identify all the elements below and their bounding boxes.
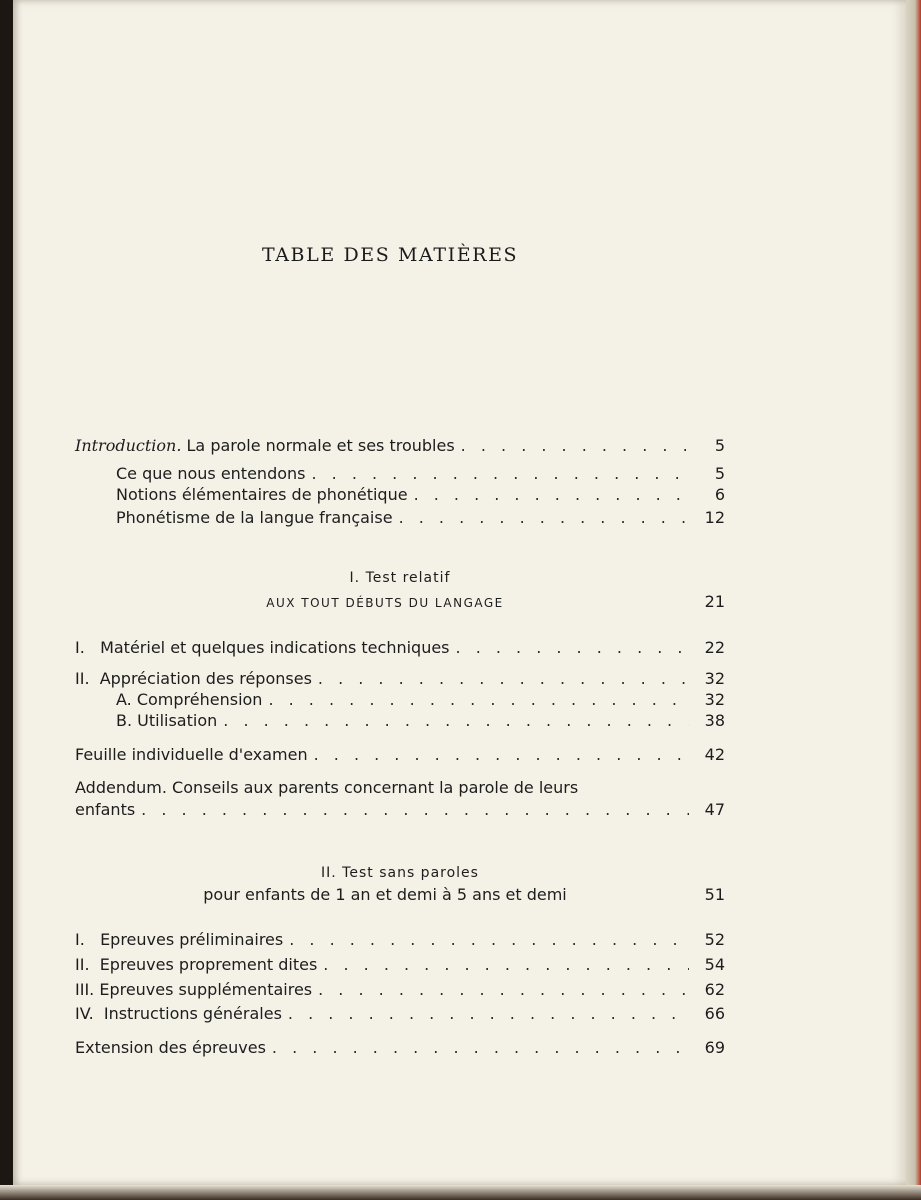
toc-label: enfants bbox=[75, 800, 136, 819]
toc-label: II. Epreuves proprement dites bbox=[75, 955, 318, 974]
toc-label: I. Epreuves préliminaires bbox=[75, 930, 284, 949]
toc-label: II. Appréciation des réponses bbox=[75, 669, 312, 688]
toc-label: Ce que nous entendons bbox=[116, 464, 306, 483]
page-number: 42 bbox=[704, 745, 725, 764]
toc-label: I. Matériel et quelques indications techniques bbox=[75, 638, 450, 657]
leader-dots bbox=[268, 690, 689, 709]
toc-entry[interactable] bbox=[116, 464, 725, 483]
toc-entry[interactable] bbox=[75, 1038, 725, 1057]
page-edge-right bbox=[906, 0, 921, 1200]
show-through bbox=[110, 62, 720, 363]
leader-dots bbox=[314, 745, 689, 764]
leader-dots bbox=[272, 1038, 689, 1057]
page-number: 5 bbox=[714, 464, 725, 483]
toc-entry[interactable] bbox=[75, 638, 725, 657]
leader-dots bbox=[311, 464, 689, 483]
page-number: 52 bbox=[704, 930, 725, 949]
toc-entry[interactable] bbox=[75, 1004, 725, 1023]
page-title: TABLE DES MATIÈRES bbox=[262, 244, 519, 266]
toc-entry[interactable] bbox=[75, 930, 725, 949]
page-number: 12 bbox=[704, 508, 725, 527]
toc-label: IV. Instructions générales bbox=[75, 1004, 282, 1023]
leader-dots bbox=[456, 638, 689, 657]
leader-dots bbox=[289, 930, 689, 949]
page-number: 21 bbox=[704, 592, 725, 611]
page-edge-bottom bbox=[0, 1185, 921, 1200]
leader-dots bbox=[141, 800, 689, 819]
page-number: 62 bbox=[704, 980, 725, 999]
leader-dots bbox=[223, 711, 689, 730]
toc-label: B. Utilisation bbox=[116, 711, 218, 730]
page-number: 6 bbox=[714, 485, 725, 504]
toc-entry[interactable] bbox=[116, 711, 725, 730]
page-number: 51 bbox=[704, 885, 725, 904]
section-subtitle-part2[interactable]: pour enfants de 1 an et demi à 5 ans et demi 51 bbox=[203, 885, 725, 904]
toc-entry[interactable] bbox=[116, 485, 725, 504]
leader-dots bbox=[318, 669, 689, 688]
page-number: 54 bbox=[704, 955, 725, 974]
toc-label: Feuille individuelle d'examen bbox=[75, 745, 308, 764]
toc-label: Introduction. La parole normale et ses troubles bbox=[75, 436, 455, 455]
section-subtitle-part1[interactable]: AUX TOUT DÉBUTS DU LANGAGE 21 bbox=[266, 592, 725, 611]
toc-label: Phonétisme de la langue française bbox=[116, 508, 393, 527]
leader-dots bbox=[414, 485, 689, 504]
leader-dots bbox=[461, 436, 689, 455]
leader-dots bbox=[288, 1004, 689, 1023]
section-title-part1: I. Test relatif bbox=[349, 570, 451, 586]
toc-entry[interactable] bbox=[116, 690, 725, 709]
toc-entry-addendum[interactable] bbox=[75, 778, 725, 797]
toc-label: Addendum. Conseils aux parents concernant la parole de leurs bbox=[75, 778, 579, 797]
leader-dots bbox=[399, 508, 689, 527]
toc-label: III. Epreuves supplémentaires bbox=[75, 980, 313, 999]
page-number: 22 bbox=[704, 638, 725, 657]
section-title-part2: II. Test sans paroles bbox=[321, 865, 479, 881]
leader-dots bbox=[323, 955, 689, 974]
toc-entry-introduction[interactable] bbox=[75, 436, 725, 455]
toc-entry[interactable] bbox=[75, 669, 725, 688]
toc-entry[interactable] bbox=[75, 980, 725, 999]
page-number: 38 bbox=[704, 711, 725, 730]
toc-label: Extension des épreuves bbox=[75, 1038, 266, 1057]
page-number: 32 bbox=[704, 690, 725, 709]
page-number: 66 bbox=[704, 1004, 725, 1023]
toc-entry[interactable] bbox=[75, 745, 725, 764]
toc-entry[interactable] bbox=[75, 955, 725, 974]
page-number: 69 bbox=[704, 1038, 725, 1057]
toc-label: A. Compréhension bbox=[116, 690, 263, 709]
page-number: 5 bbox=[714, 436, 725, 455]
toc-entry[interactable] bbox=[116, 508, 725, 527]
page-number: 32 bbox=[704, 669, 725, 688]
toc-label: Notions élémentaires de phonétique bbox=[116, 485, 408, 504]
leader-dots bbox=[318, 980, 689, 999]
page-number: 47 bbox=[704, 800, 725, 819]
toc-entry-addendum-cont[interactable] bbox=[75, 800, 725, 819]
